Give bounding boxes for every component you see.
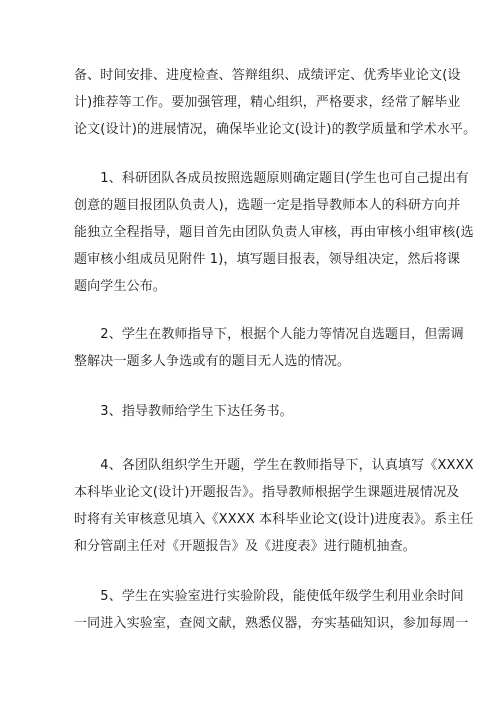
text-line: 3、指导教师给学生下达任务书。 bbox=[74, 404, 293, 419]
text-line: 1、科研团队各成员按照选题原则确定题目(学生也可自己提出有 bbox=[74, 171, 469, 186]
text-line: 时将有关审核意见填入《XXXX 本科毕业论文(设计)进度表》。系主任 bbox=[74, 512, 474, 527]
paragraph-item-5 bbox=[74, 583, 469, 637]
text-line: 4、各团队组织学生开题，学生在教师指导下，认真填写《XXXX bbox=[74, 458, 474, 473]
text-line: 2、学生在教师指导下，根据个人能力等情况自选题目，但需调 bbox=[74, 327, 464, 342]
text-line: 题向学生公布。 bbox=[74, 279, 167, 294]
text-line: 备、时间安排、进度检查、答辩组织、成绩评定、优秀毕业论文(设 bbox=[74, 68, 461, 83]
text-line: 整解决一题多人争选或有的题目无人选的情况。 bbox=[74, 354, 351, 369]
text-line: 论文(设计)的进展情况，确保毕业论文(设计)的教学质量和学术水平。 bbox=[74, 122, 477, 137]
paragraph-item-3 bbox=[74, 398, 434, 425]
text-line: 创意的题目报团队负责人)，选题一定是指导教师本人的科研方向并 bbox=[74, 198, 461, 213]
text-line: 5、学生在实验室进行实验阶段，能使低年级学生利用业余时间 bbox=[74, 589, 464, 604]
text-line: 能独立全程指导，题目首先由团队负责人审核，再由审核小组审核(选 bbox=[74, 225, 474, 240]
paragraph-intro-continuation bbox=[74, 62, 477, 143]
text-line: 和分管副主任对《开题报告》及《进度表》进行随机抽查。 bbox=[74, 539, 416, 554]
paragraph-item-4 bbox=[74, 452, 474, 560]
paragraph-item-1 bbox=[74, 165, 474, 300]
text-line: 计)推荐等工作。要加强管理，精心组织，严格要求，经常了解毕业 bbox=[74, 95, 461, 110]
paragraph-item-2 bbox=[74, 321, 464, 375]
text-line: 一同进入实验室，查阅文献，熟悉仪器，夯实基础知识，参加每周一 bbox=[74, 616, 469, 631]
text-line: 本科毕业论文(设计)开题报告》。指导教师根据学生课题进展情况及 bbox=[74, 485, 460, 500]
text-line: 题审核小组成员见附件 1)，填写题目报表，领导组决定，然后将课 bbox=[74, 252, 461, 267]
